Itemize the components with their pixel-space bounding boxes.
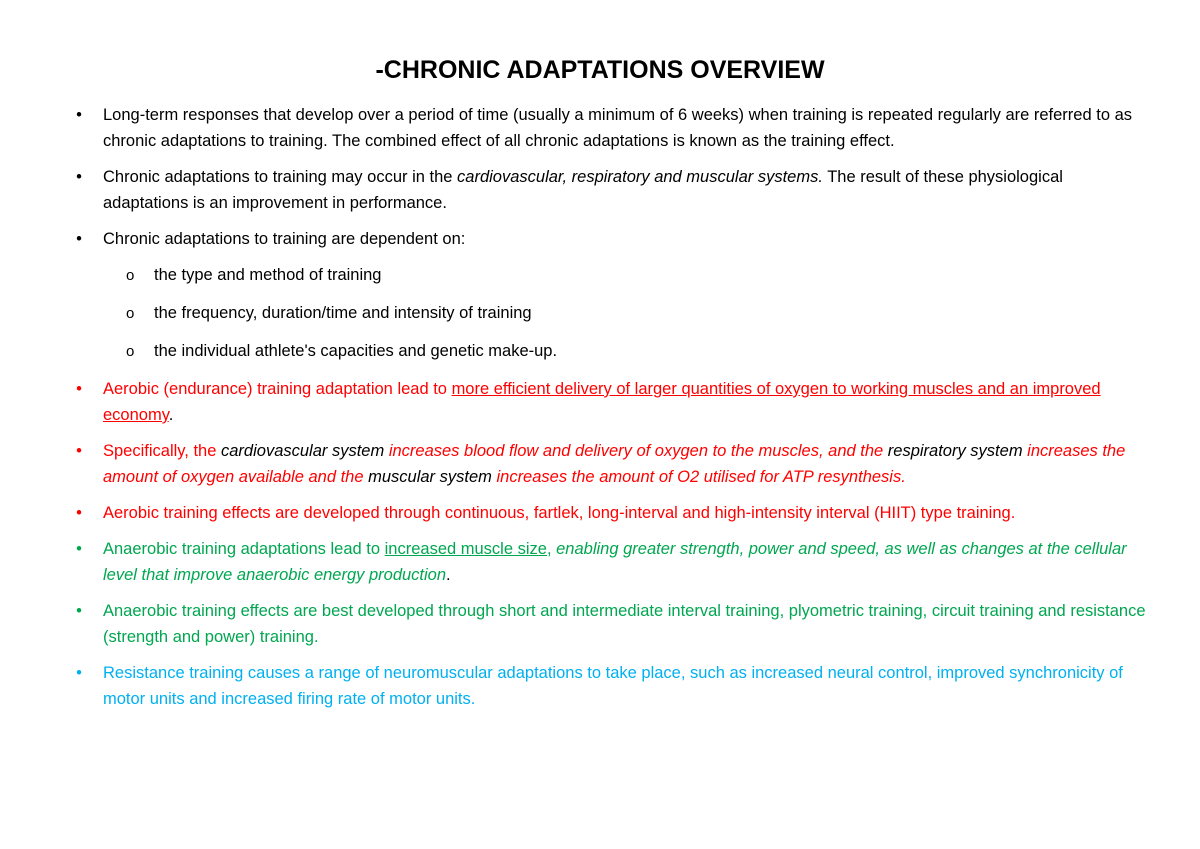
sub-list-item <box>0 262 1200 288</box>
bullet-text: Aerobic training effects are developed through continuous, fartlek, long-interval and high-intensity interval (HIIT) type training. <box>103 504 1016 522</box>
sub-list-item <box>0 300 1200 326</box>
bullet-icon: • <box>76 168 82 186</box>
list-item <box>0 376 1200 428</box>
list-item <box>0 226 1200 252</box>
list-item <box>0 536 1200 588</box>
bullet-icon: • <box>76 504 82 522</box>
bullet-text-italic: increases the amount of O2 utilised for ATP resynthesis. <box>491 468 906 486</box>
bullet-text-italic: enabling greater strength, power and speed, as well as changes at the cellular level that improve anaerobic energy production <box>103 540 1127 584</box>
bullet-text-italic: increases blood flow and delivery of oxygen to the muscles, and the <box>384 442 888 460</box>
bullet-icon: • <box>76 602 82 620</box>
page-title: -CHRONIC ADAPTATIONS OVERVIEW <box>375 56 825 84</box>
circle-bullet-icon: o <box>126 267 135 284</box>
bullet-text-italic: muscular system <box>368 468 492 486</box>
list-item <box>0 164 1200 216</box>
bullet-text: Aerobic (endurance) training adaptation lead to <box>103 380 452 398</box>
bullet-text: . <box>446 566 451 584</box>
bullet-text-italic: cardiovascular system <box>221 442 385 460</box>
bullet-text: Anaerobic training adaptations lead to <box>103 540 385 558</box>
list-item <box>0 102 1200 154</box>
bullet-text-underlined: increased muscle size, <box>384 540 552 558</box>
sub-bullet-text: the individual athlete's capacities and genetic make-up. <box>154 342 558 360</box>
bullet-text: Long-term responses that develop over a period of time (usually a minimum of 6 weeks) when training is repeated regularly are referred to as chronic adaptations to training. The combined effect of all chronic adaptations is known as the training effect. <box>103 106 1133 150</box>
sub-bullet-text: the frequency, duration/time and intensity of training <box>154 304 532 322</box>
bullet-icon: • <box>76 664 82 682</box>
bullet-icon: • <box>76 540 82 558</box>
circle-bullet-icon: o <box>126 305 135 322</box>
bullet-text: Chronic adaptations to training may occur in the <box>103 168 458 186</box>
bullet-text: Chronic adaptations to training are dependent on: <box>103 230 466 248</box>
bullet-text-underlined: more efficient delivery of larger quantities of oxygen to working muscles and an improved economy <box>103 380 1101 424</box>
bullet-text: Specifically, the <box>103 442 221 460</box>
list-item <box>0 660 1200 712</box>
bullet-text-italic: cardiovascular, respiratory and muscular systems. <box>457 168 823 186</box>
circle-bullet-icon: o <box>126 343 135 360</box>
bullet-text: Anaerobic training effects are best developed through short and intermediate interval training, plyometric training, circuit training and resistance (strength and power) training. <box>103 602 1146 646</box>
list-item <box>0 598 1200 650</box>
bullet-icon: • <box>76 106 82 124</box>
sub-bullet-text: the type and method of training <box>154 266 382 284</box>
list-item <box>0 438 1200 490</box>
bullet-list <box>0 102 1200 722</box>
sub-list-item <box>0 338 1200 364</box>
bullet-text: . <box>168 406 174 424</box>
bullet-text: Resistance training causes a range of neuromuscular adaptations to take place, such as increased neural control, improved synchronicity of motor units and increased firing rate of motor units. <box>103 664 1123 708</box>
bullet-text-italic: respiratory system <box>887 442 1023 460</box>
bullet-text: The result of these physiological adaptations is an improvement in performance. <box>103 168 1063 212</box>
bullet-text-italic: increases the amount of oxygen available and the <box>103 442 1126 486</box>
list-item <box>0 500 1200 526</box>
bullet-icon: • <box>76 230 82 248</box>
bullet-icon: • <box>76 442 82 460</box>
bullet-icon: • <box>76 380 82 398</box>
